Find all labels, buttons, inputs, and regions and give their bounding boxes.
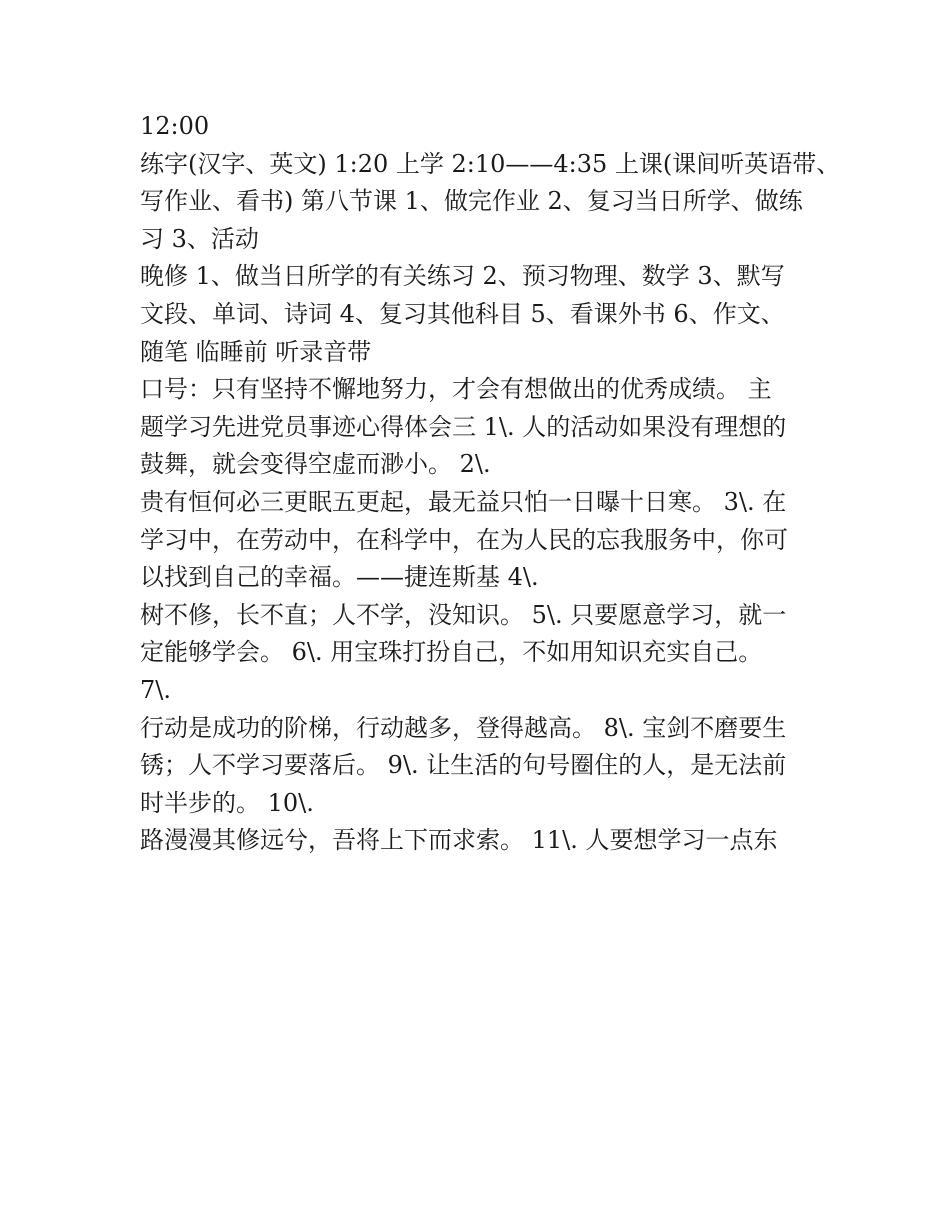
text-line: 锈；人不学习要落后。 9\. 让生活的句号圈住的人，是无法前 <box>140 751 787 780</box>
text-line: 12:00 <box>140 112 210 140</box>
text-line: 定能够学会。 6\. 用宝珠打扮自己，不如用知识充实自己。 <box>140 638 763 667</box>
text-line: 学习中，在劳动中，在科学中，在为人民的忘我服务中，你可 <box>140 525 788 554</box>
paragraph <box>140 822 840 860</box>
text-line: 口号：只有坚持不懈地努力，才会有想做出的优秀成绩。 主 <box>140 375 772 404</box>
text-line: 文段、单词、诗词 4、复习其他科目 5、看课外书 6、作文、 <box>140 299 785 328</box>
text-line: 习 3、活动 <box>140 224 259 253</box>
text-line: 贵有恒何必三更眠五更起，最无益只怕一日曝十日寒。 3\. 在 <box>140 487 787 516</box>
text-line: 路漫漫其修远兮，吾将上下而求索。 11\. 人要想学习一点东 <box>140 826 778 855</box>
paragraph <box>140 710 840 823</box>
text-line: 鼓舞，就会变得空虚而渺小。 2\. <box>140 450 491 479</box>
text-line: 写作业、看书) 第八节课 1、做完作业 2、复习当日所学、做练 <box>140 187 803 216</box>
paragraph <box>140 484 840 597</box>
text-line: 时半步的。 10\. <box>140 788 314 817</box>
paragraph <box>140 597 840 710</box>
text-line: 以找到自己的幸福。——捷连斯基 4\. <box>140 563 539 592</box>
paragraph <box>140 108 840 146</box>
paragraph <box>140 258 840 371</box>
text-line: 树不修，长不直；人不学，没知识。 5\. 只要愿意学习，就一 <box>140 600 787 629</box>
text-line: 随笔 临睡前 听录音带 <box>140 337 372 366</box>
text-line: 7\. <box>140 675 171 704</box>
document-body <box>140 108 840 860</box>
text-line: 练字(汉字、英文) 1:20 上学 2:10——4:35 上课(课间听英语带、 <box>140 149 841 178</box>
paragraph <box>140 371 840 484</box>
text-line: 晚修 1、做当日所学的有关练习 2、预习物理、数学 3、默写 <box>140 262 785 291</box>
paragraph <box>140 146 840 259</box>
text-line: 题学习先进党员事迹心得体会三 1\. 人的活动如果没有理想的 <box>140 412 787 441</box>
text-line: 行动是成功的阶梯，行动越多，登得越高。 8\. 宝剑不磨要生 <box>140 713 787 742</box>
